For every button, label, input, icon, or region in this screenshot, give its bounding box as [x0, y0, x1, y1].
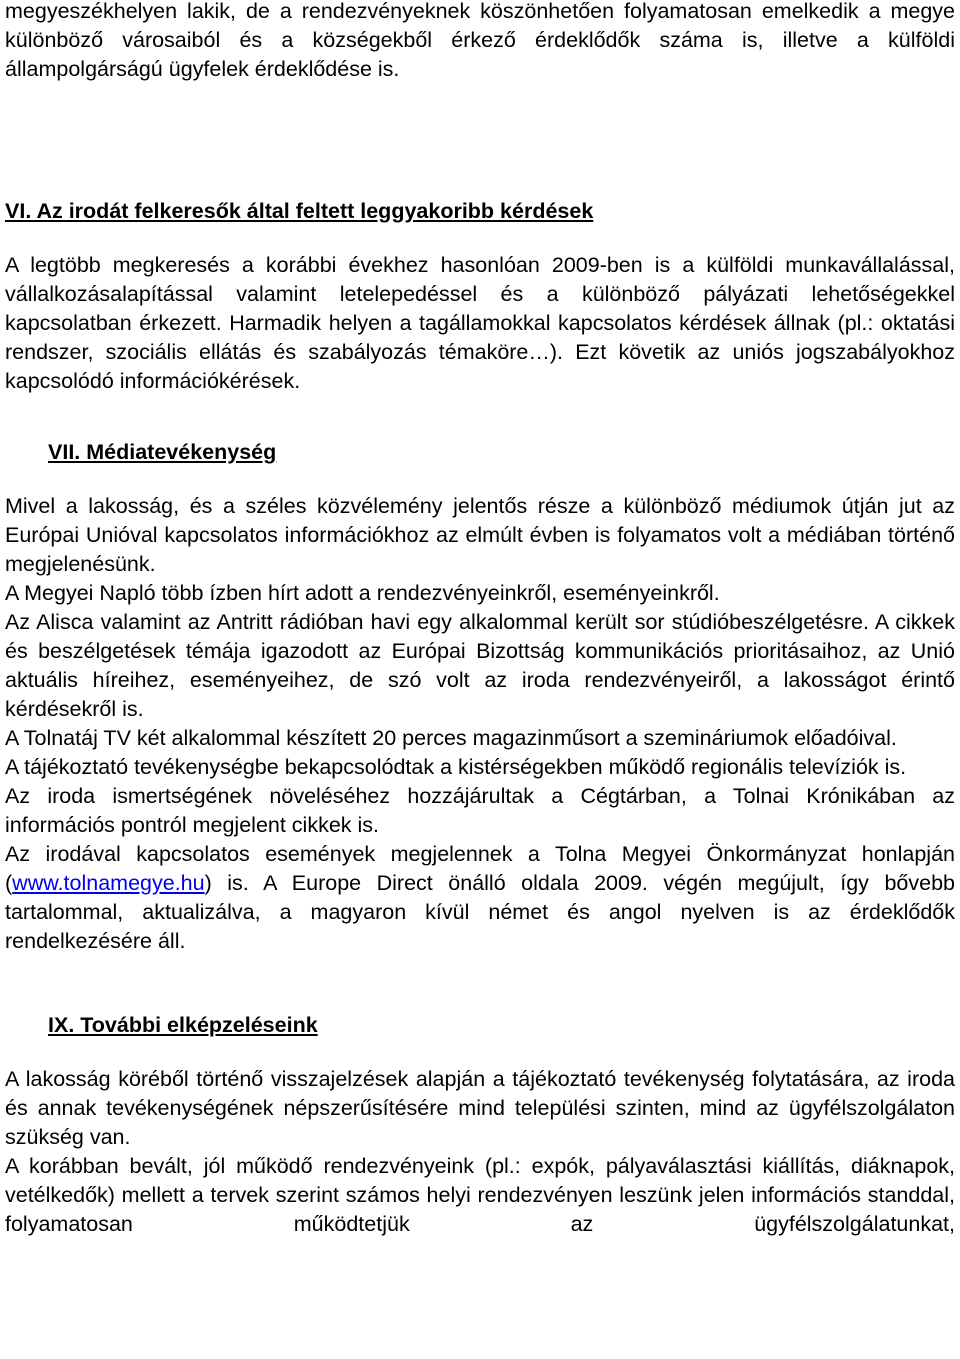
- media-paragraph-7-start: Az irodával kapcsolatos események megjelennek a Tolna Megyei Önkormányzat honlapján (: [5, 842, 955, 895]
- section-6-heading: VI. Az irodát felkeresők által feltett leggyakoribb kérdések: [5, 199, 594, 223]
- section-6-paragraph: A legtöbb megkeresés a korábbi évekhez hasonlóan 2009-ben is a külföldi munkavállalással, vállalkozásalapítással valamint letelepedéssel és a különböző pályázati lehetőségekkel kapcsolatban érkezett. Harmadik helyen a tagállamokkal kapcsolatos kérdések állnak (pl.: oktatási rendszer, szociális ellátás és szabályozás témaköre…). Ezt követik az uniós jogszabályokhoz kapcsolódó információkérések.: [5, 253, 955, 393]
- media-paragraph-3: Az Alisca valamint az Antritt rádióban havi egy alkalommal került sor stúdióbeszélgetésre. A cikkek és beszélgetések témája igazodott az Európai Bizottság kommunikációs prioritásaihoz, az Unió aktuális híreihez, eseményeihez, de szó volt az iroda rendezvényeiről, a lakosságot érintő kérdésekről is.: [5, 610, 955, 721]
- media-paragraph-4: A Tolnatáj TV két alkalommal készített 20 perces magazinműsort a szemináriumok előadóival.: [5, 726, 897, 750]
- tolnamegye-link[interactable]: www.tolnamegye.hu: [12, 871, 205, 895]
- media-paragraph-5: A tájékoztató tevékenységbe bekapcsolódtak a kistérségekben működő regionális televíziók is.: [5, 755, 907, 779]
- section-7-body: [5, 492, 955, 956]
- plans-paragraph-2: A korábban bevált, jól működő rendezvényeink (pl.: expók, pályaválasztási kiállítás, diáknapok, vetélkedők) mellett a tervek szerint számos helyi rendezvényen leszünk jelen információs standdal, folyamatosan működtetjük az ügyfélszolgálatunkat,: [5, 1154, 955, 1236]
- media-paragraph-2: A Megyei Napló több ízben hírt adott a rendezvényeinkről, eseményeinkről.: [5, 581, 720, 605]
- media-paragraph-6: Az iroda ismertségének növeléséhez hozzájárultak a Cégtárban, a Tolnai Krónikában az információs pontról megjelent cikkek is.: [5, 784, 955, 837]
- section-7-heading: VII. Médiatevékenység: [48, 440, 277, 464]
- section-9-heading: IX. További elképzeléseink: [48, 1013, 318, 1037]
- media-paragraph-7: [5, 840, 955, 956]
- media-paragraph-1: Mivel a lakosság, és a széles közvélemény jelentős része a különböző médiumok útján jut az Európai Unióval kapcsolatos információkhoz az elmúlt évben is folyamatos volt a médiában történő megjelenésünk.: [5, 494, 955, 576]
- section-9-body: [5, 1065, 955, 1239]
- plans-paragraph-1: A lakosság köréből történő visszajelzések alapján a tájékoztató tevékenység folytatására, az iroda és annak tevékenységének népszerűsítésére mind települési szinten, mind az ügyfélszolgálaton szükség van.: [5, 1067, 955, 1149]
- intro-paragraph: megyeszékhelyen lakik, de a rendezvényeknek köszönhetően folyamatosan emelkedik a megye különböző városaiból és a községekből érkező érdeklődők száma is, illetve a külföldi állampolgárságú ügyfelek érdeklődése is.: [5, 0, 955, 81]
- media-paragraph-7-end: ) is. A Europe Direct önálló oldala 2009. végén megújult, így bővebb tartalommal, aktualizálva, a magyaron kívül német és angol nyelven is az érdeklődők rendelkezésére áll.: [5, 871, 955, 953]
- document-page: [5, 0, 955, 1239]
